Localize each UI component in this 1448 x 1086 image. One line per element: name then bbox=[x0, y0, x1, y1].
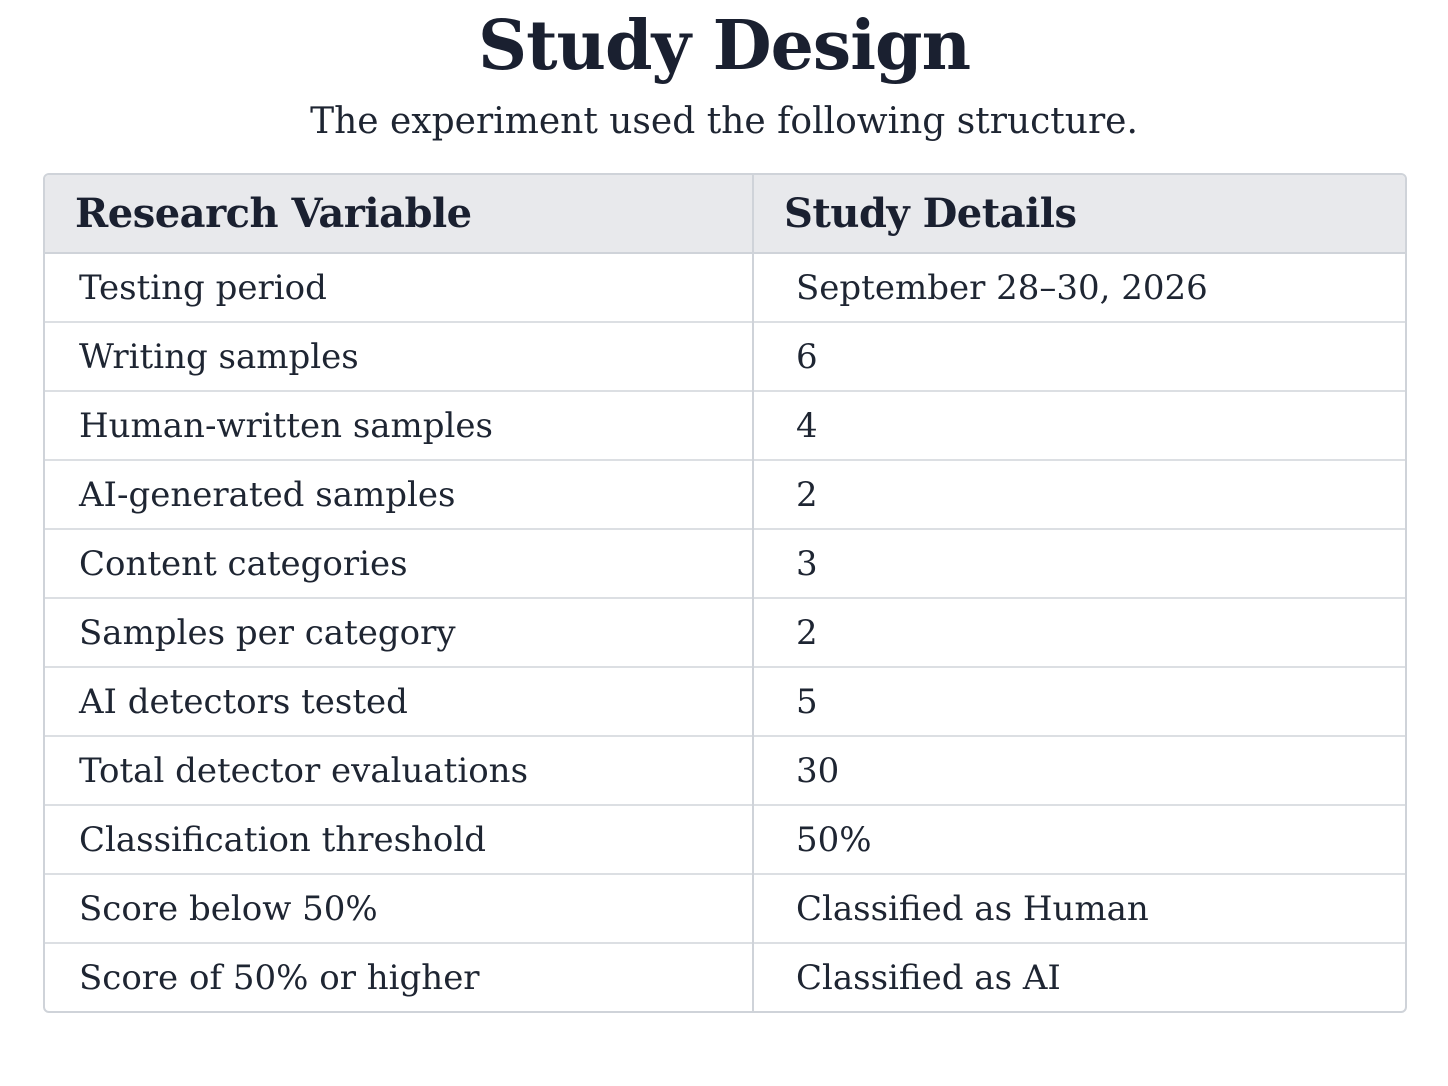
detail-cell: Classified as Human bbox=[753, 874, 1405, 943]
study-design-table bbox=[43, 173, 1407, 1013]
table-row bbox=[45, 322, 1405, 391]
table-row bbox=[45, 805, 1405, 874]
table-row bbox=[45, 874, 1405, 943]
detail-cell: 3 bbox=[753, 529, 1405, 598]
variable-cell: AI-generated samples bbox=[45, 460, 753, 529]
detail-cell: 2 bbox=[753, 460, 1405, 529]
table-row bbox=[45, 529, 1405, 598]
variable-cell: Classification threshold bbox=[45, 805, 753, 874]
table-row bbox=[45, 391, 1405, 460]
table-row bbox=[45, 667, 1405, 736]
detail-cell: 50% bbox=[753, 805, 1405, 874]
table-row bbox=[45, 598, 1405, 667]
variable-cell: Score of 50% or higher bbox=[45, 943, 753, 1011]
table-row bbox=[45, 253, 1405, 322]
detail-cell: Classified as AI bbox=[753, 943, 1405, 1011]
page-title: Study Design bbox=[477, 6, 971, 86]
detail-cell: 30 bbox=[753, 736, 1405, 805]
variable-cell: Writing samples bbox=[45, 322, 753, 391]
table-header-row bbox=[45, 175, 1405, 253]
variable-cell: AI detectors tested bbox=[45, 667, 753, 736]
table-row bbox=[45, 736, 1405, 805]
variable-cell: Samples per category bbox=[45, 598, 753, 667]
detail-cell: 5 bbox=[753, 667, 1405, 736]
detail-cell: 2 bbox=[753, 598, 1405, 667]
column-header-study-details: Study Details bbox=[753, 175, 1405, 253]
detail-cell: 6 bbox=[753, 322, 1405, 391]
column-header-research-variable: Research Variable bbox=[45, 175, 753, 253]
variable-cell: Content categories bbox=[45, 529, 753, 598]
page-subtitle: The experiment used the following structure. bbox=[310, 101, 1138, 142]
table-row bbox=[45, 943, 1405, 1011]
detail-cell: September 28–30, 2026 bbox=[753, 253, 1405, 322]
variable-cell: Total detector evaluations bbox=[45, 736, 753, 805]
variable-cell: Testing period bbox=[79, 267, 327, 308]
detail-cell: 4 bbox=[753, 391, 1405, 460]
variable-cell: Human-written samples bbox=[45, 391, 753, 460]
table-row bbox=[45, 460, 1405, 529]
variable-cell: Score below 50% bbox=[45, 874, 753, 943]
